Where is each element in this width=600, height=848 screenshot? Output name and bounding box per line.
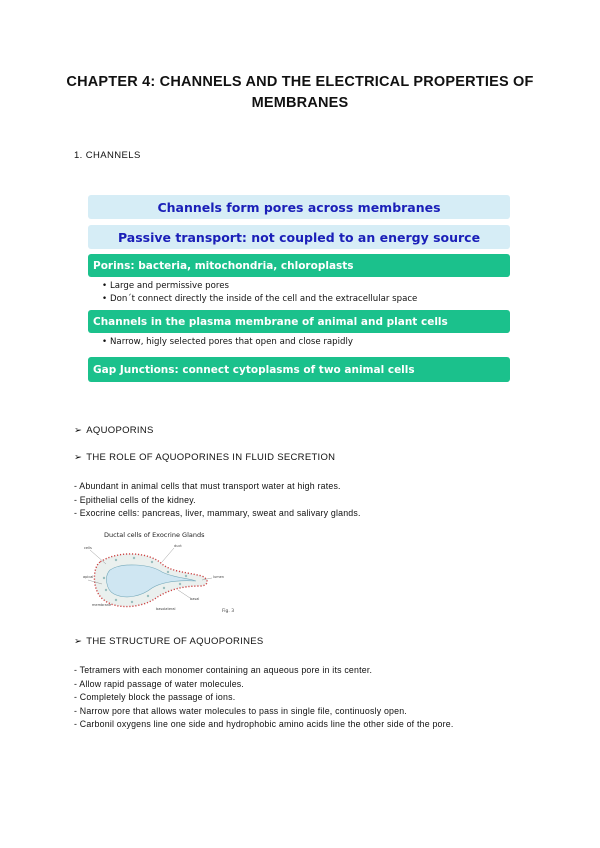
banner-passive-transport: Passive transport: not coupled to an energy source [88,225,510,249]
svg-text:apical: apical [83,575,94,579]
porins-list [88,277,510,310]
list-item: - Narrow pore that allows water molecules to pass in single file, continuosly open. [74,705,407,716]
arrow-bullet-icon: ➢ [74,636,83,647]
role-heading: ➢ THE ROLE OF AQUOPORINES IN FLUID SECRETION [74,452,336,463]
arrow-bullet-icon: ➢ [74,425,83,436]
list-item: - Carbonil oxygens line one side and hydrophobic amino acids line the other side of the pore. [74,719,454,729]
list-item: - Abundant in animal cells that must transport water at high rates. [74,481,341,491]
svg-text:membrane: membrane [92,603,112,607]
structure-heading: ➢ THE STRUCTURE OF AQUOPORINES [74,636,264,647]
exocrine-gland-figure [82,528,238,616]
aquoporins-heading: ➢ AQUOPORINS [74,425,154,436]
ductal-cells-illustration [82,528,238,616]
structure-list [74,664,454,732]
channels-summary-graphic [88,195,510,382]
plasma-channels-header: Channels in the plasma membrane of animal and plant cells [88,310,510,333]
gap-junctions-header: Gap Junctions: connect cytoplasms of two animal cells [88,357,510,382]
arrow-bullet-icon: ➢ [74,452,83,463]
list-item: • Narrow, higly selected pores that open and close rapidly [102,336,510,349]
list-item: - Completely block the passage of ions. [74,692,236,702]
svg-text:cells: cells [84,546,92,550]
svg-text:lumen: lumen [213,575,224,579]
figure-title: Ductal cells of Exocrine Glands [104,531,205,539]
section-heading-channels: 1. CHANNELS [74,150,141,161]
list-item: - Exocrine cells: pancreas, liver, mammary, sweat and salivary glands. [74,508,361,518]
list-item: - Allow rapid passage of water molecules. [74,678,245,689]
svg-text:duct: duct [174,544,182,548]
list-item: • Don´t connect directly the inside of the cell and the extracellular space [102,293,510,306]
svg-text:basal: basal [190,597,200,601]
role-list [74,480,361,521]
list-item: • Large and permissive pores [102,280,510,293]
porins-header: Porins: bacteria, mitochondria, chloroplasts [88,254,510,277]
list-item: - Tetramers with each monomer containing an aqueous pore in its center. [74,665,373,675]
list-item: - Epithelial cells of the kidney. [74,494,196,505]
figure-tag: Fig. 3 [222,609,235,614]
chapter-title: CHAPTER 4: CHANNELS AND THE ELECTRICAL PROPERTIES OF MEMBRANES [66,74,534,111]
svg-text:basolateral: basolateral [156,607,176,611]
plasma-channels-list [88,333,510,357]
banner-channels-form-pores: Channels form pores across membranes [88,195,510,219]
